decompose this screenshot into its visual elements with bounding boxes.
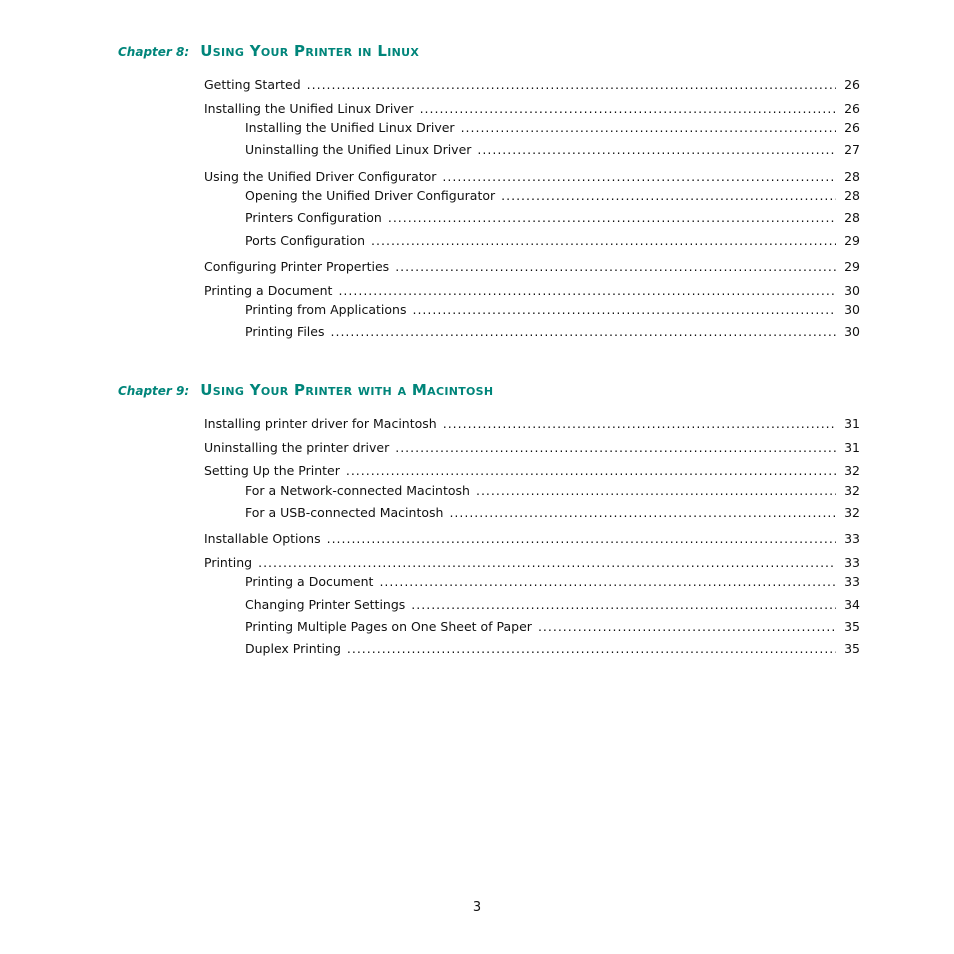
toc-entry-page: 33 [844, 574, 860, 589]
toc-entry-page: 29 [844, 233, 860, 248]
toc-entry-text: Configuring Printer Properties [204, 259, 390, 274]
toc-entry-page: 34 [844, 597, 860, 612]
toc-entry-text: Printing a Document [204, 283, 333, 298]
toc-entry-page: 28 [844, 169, 860, 184]
toc-entry-text: Printing [204, 555, 253, 570]
toc-entry[interactable] [204, 169, 860, 185]
toc-entry-page: 30 [844, 283, 860, 298]
toc-entry-text: Installing the Unified Linux Driver [204, 101, 414, 116]
toc-entry[interactable] [204, 463, 860, 479]
toc-subentry[interactable] [245, 324, 860, 340]
chapter-9-heading [118, 380, 493, 399]
toc-entry-page: 30 [844, 324, 860, 339]
toc-entry-page: 33 [844, 531, 860, 546]
toc-entry[interactable] [204, 531, 860, 547]
toc-entry-text: Opening the Unified Driver Configurator [245, 188, 496, 203]
chapter-8-heading [118, 41, 419, 60]
toc-subentry[interactable] [245, 188, 860, 204]
toc-entry-text: Changing Printer Settings [245, 597, 406, 612]
toc-entry-text: Printing from Applications [245, 302, 407, 317]
toc-subentry[interactable] [245, 302, 860, 318]
toc-subentry[interactable] [245, 641, 860, 657]
toc-entry-page: 35 [844, 641, 860, 656]
toc-entry-page: 33 [844, 555, 860, 570]
toc-entry-text: Ports Configuration [245, 233, 366, 248]
toc-entry[interactable] [204, 101, 860, 117]
chapter-label: Chapter 9: [118, 384, 190, 398]
toc-entry-text: Uninstalling the Unified Linux Driver [245, 142, 472, 157]
toc-entry-page: 26 [844, 120, 860, 135]
toc-subentry[interactable] [245, 619, 860, 635]
toc-entry-page: 28 [844, 188, 860, 203]
toc-entry-page: 31 [844, 416, 860, 431]
toc-entry-text: Printing Multiple Pages on One Sheet of Paper [245, 619, 532, 634]
toc-entry-page: 29 [844, 259, 860, 274]
toc-entry-text: For a USB-connected Macintosh [245, 505, 444, 520]
chapter-title: Using Your Printer with a Macintosh [200, 381, 494, 399]
toc-entry-text: Printers Configuration [245, 210, 382, 225]
toc-entry-page: 28 [844, 210, 860, 225]
toc-subentry[interactable] [245, 142, 860, 158]
toc-entry-text: Installing the Unified Linux Driver [245, 120, 455, 135]
chapter-title: Using Your Printer in Linux [200, 42, 420, 60]
toc-subentry[interactable] [245, 505, 860, 521]
page-number: 3 [472, 900, 482, 915]
chapter-label: Chapter 8: [118, 45, 190, 59]
toc-entry-page: 27 [844, 142, 860, 157]
toc-subentry[interactable] [245, 210, 860, 226]
toc-entry-text: Installable Options [204, 531, 321, 546]
toc-subentry[interactable] [245, 120, 860, 136]
toc-subentry[interactable] [245, 483, 860, 499]
toc-entry[interactable] [204, 416, 860, 432]
toc-entry-text: Printing Files [245, 324, 325, 339]
toc-entry-page: 31 [844, 440, 860, 455]
toc-entry-page: 35 [844, 619, 860, 634]
toc-entry-text: Installing printer driver for Macintosh [204, 416, 437, 431]
toc-subentry[interactable] [245, 574, 860, 590]
toc-entry-page: 32 [844, 505, 860, 520]
toc-entry[interactable] [204, 440, 860, 456]
toc-subentry[interactable] [245, 233, 860, 249]
toc-entry[interactable] [204, 283, 860, 299]
toc-entry-page: 32 [844, 483, 860, 498]
toc-entry[interactable] [204, 555, 860, 571]
toc-entry-text: Uninstalling the printer driver [204, 440, 390, 455]
toc-entry-page: 30 [844, 302, 860, 317]
toc-entry-text: Printing a Document [245, 574, 374, 589]
toc-entry-text: Duplex Printing [245, 641, 341, 656]
toc-entry-page: 26 [844, 101, 860, 116]
toc-subentry[interactable] [245, 597, 860, 613]
toc-entry-text: Setting Up the Printer [204, 463, 340, 478]
toc-entry-text: Using the Unified Driver Configurator [204, 169, 437, 184]
toc-entry-text: For a Network-connected Macintosh [245, 483, 470, 498]
toc-entry[interactable] [204, 259, 860, 275]
toc-entry-page: 26 [844, 77, 860, 92]
toc-entry-text: Getting Started [204, 77, 301, 92]
toc-entry[interactable] [204, 77, 860, 93]
toc-entry-page: 32 [844, 463, 860, 478]
